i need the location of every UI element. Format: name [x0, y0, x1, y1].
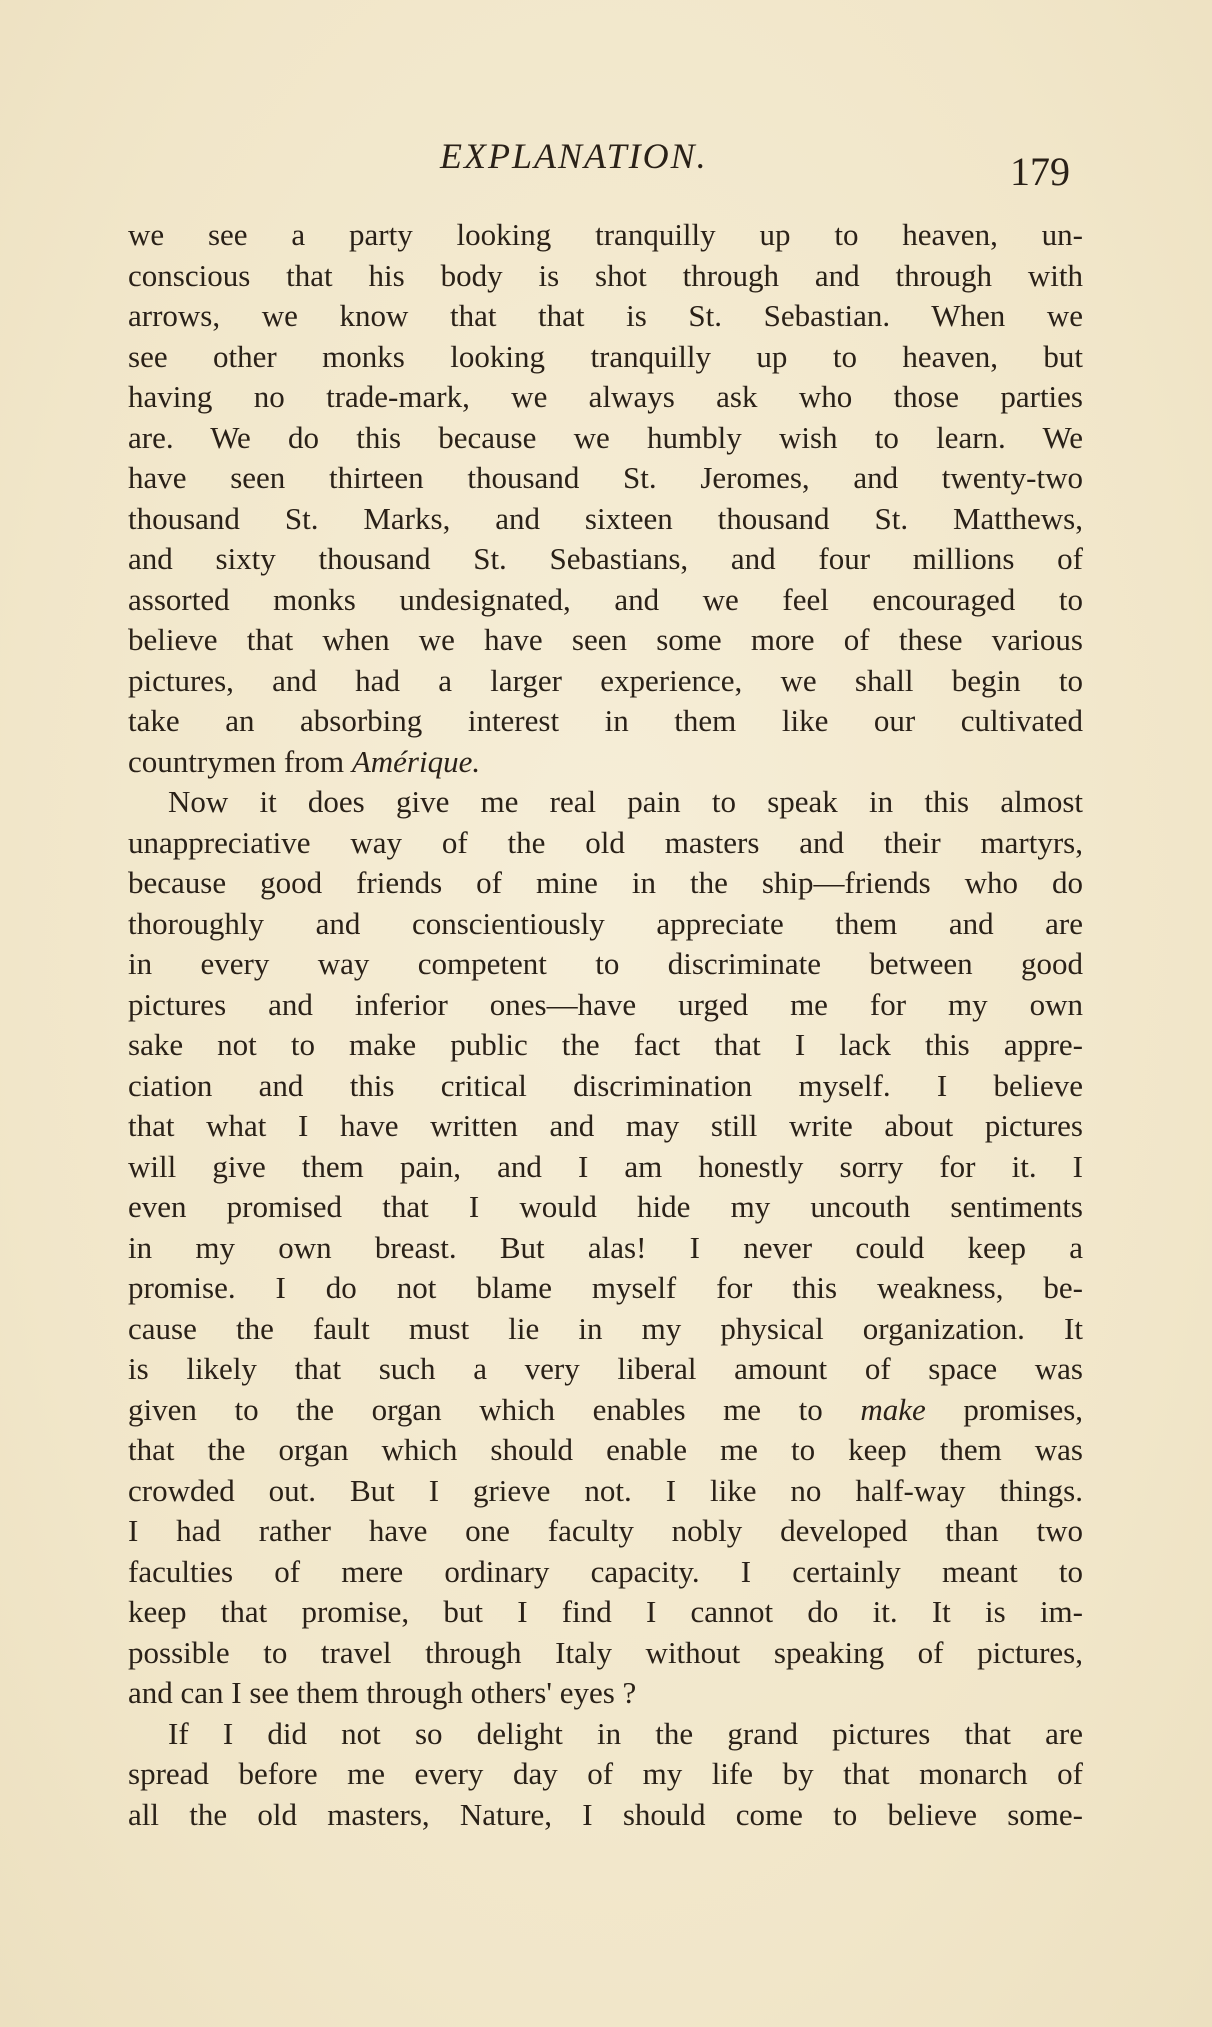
- text-line: [128, 256, 1083, 297]
- text-line: [128, 1633, 1083, 1674]
- text-line-main: Now it does give me real pain to speak in this almost: [168, 784, 1083, 819]
- text-line: [128, 1592, 1083, 1633]
- text-line-main: in every way competent to discriminate between good: [128, 946, 1083, 981]
- text-line-main: and sixty thousand St. Sebastians, and four millions of: [128, 541, 1083, 576]
- text-line-main: sake not to make public the fact that I lack this appre-: [128, 1027, 1083, 1062]
- body-text: [128, 215, 1083, 1835]
- text-line: [128, 580, 1083, 621]
- text-line: [128, 1754, 1083, 1795]
- text-line-main: pictures and inferior ones—have urged me for my own: [128, 986, 1083, 1022]
- text-line-main: I had rather have one faculty nobly developed than two: [128, 1513, 1083, 1548]
- text-line: [128, 742, 1083, 783]
- text-line: [128, 620, 1083, 661]
- text-line-main: we see a party looking tranquilly up to heaven, un-: [128, 217, 1083, 252]
- text-line: [128, 944, 1083, 985]
- text-line-main: all the old masters, Nature, I should come to believe some-: [128, 1796, 1083, 1832]
- text-line-main: assorted monks undesignated, and we feel encouraged to: [128, 581, 1083, 617]
- text-line-main: that the organ which should enable me to keep them was: [128, 1432, 1083, 1467]
- text-line-main: in my own breast. But alas! I never could keep a: [128, 1229, 1083, 1265]
- italic-word: Amérique.: [351, 743, 481, 779]
- text-line: [128, 215, 1083, 256]
- text-line-main: see other monks looking tranquilly up to heaven, but: [128, 338, 1083, 374]
- text-line-main: spread before me every day of my life by that monarch of: [128, 1756, 1083, 1791]
- text-line-tail: promises,: [925, 1391, 1084, 1427]
- text-line-main: unappreciative way of the old masters and their martyrs,: [128, 824, 1083, 860]
- text-line: [128, 296, 1083, 337]
- text-line: [128, 823, 1083, 864]
- page-number: 179: [1010, 149, 1070, 194]
- text-line: [128, 418, 1083, 459]
- text-line: [128, 1066, 1083, 1107]
- text-line-main: will give them pain, and I am honestly sorry for it. I: [128, 1148, 1083, 1184]
- text-line: [128, 1390, 1083, 1431]
- text-line-main: even promised that I would hide my uncouth sentiments: [128, 1189, 1083, 1224]
- text-line: [128, 904, 1083, 945]
- text-line-main: given to the organ which enables me to: [128, 1391, 861, 1427]
- text-line-main: take an absorbing interest in them like our cultivated: [128, 703, 1083, 738]
- text-line: [128, 1147, 1083, 1188]
- text-line: [128, 1471, 1083, 1512]
- text-line-main: conscious that his body is shot through and through with: [128, 257, 1083, 293]
- text-line-main: crowded out. But I grieve not. I like no half-way things.: [128, 1472, 1083, 1508]
- text-line-main: arrows, we know that that is St. Sebastian. When we: [128, 298, 1083, 333]
- text-line-main: cause the fault must lie in my physical organization. It: [128, 1310, 1083, 1346]
- text-line-main: are. We do this because we humbly wish to learn. We: [128, 419, 1083, 455]
- text-line: [128, 701, 1083, 742]
- text-line-main: believe that when we have seen some more of these various: [128, 622, 1083, 657]
- text-line-main: faculties of mere ordinary capacity. I certainly meant to: [128, 1553, 1083, 1589]
- text-line: [128, 1106, 1083, 1147]
- text-line: [128, 1673, 1083, 1714]
- text-line: [128, 1228, 1083, 1269]
- text-line-main: If I did not so delight in the grand pictures that are: [168, 1715, 1083, 1751]
- text-line: [128, 1309, 1083, 1350]
- text-line: [128, 1714, 1083, 1755]
- text-line: [128, 499, 1083, 540]
- running-head: EXPLANATION.: [440, 136, 708, 176]
- text-line-main: promise. I do not blame myself for this weakness, be-: [128, 1270, 1083, 1305]
- text-line-main: thoroughly and conscientiously appreciate them and are: [128, 905, 1083, 941]
- text-line-main: countrymen from: [128, 743, 352, 779]
- text-line: [128, 1430, 1083, 1471]
- text-line-main: thousand St. Marks, and sixteen thousand St. Matthews,: [128, 500, 1083, 536]
- text-line: [128, 458, 1083, 499]
- text-line-main: have seen thirteen thousand St. Jeromes, and twenty-two: [128, 460, 1083, 495]
- text-line-main: possible to travel through Italy without speaking of pictures,: [128, 1634, 1083, 1670]
- text-line-main: having no trade-mark, we always ask who those parties: [128, 379, 1083, 414]
- text-line: [128, 377, 1083, 418]
- text-line: [128, 1187, 1083, 1228]
- text-line-main: is likely that such a very liberal amount of space was: [128, 1351, 1083, 1386]
- text-line: [128, 985, 1083, 1026]
- text-line: [128, 539, 1083, 580]
- text-line-main: that what I have written and may still write about pictures: [128, 1108, 1083, 1143]
- text-line: [128, 1025, 1083, 1066]
- text-line-main: ciation and this critical discrimination myself. I believe: [128, 1067, 1083, 1103]
- text-line-main: and can I see them through others' eyes ?: [128, 1675, 637, 1710]
- text-line: [128, 1552, 1083, 1593]
- text-line: [128, 337, 1083, 378]
- text-line: [128, 1268, 1083, 1309]
- text-line: [128, 661, 1083, 702]
- text-line-main: keep that promise, but I find I cannot do it. It is im-: [128, 1594, 1083, 1629]
- text-line-main: pictures, and had a larger experience, we shall begin to: [128, 662, 1083, 698]
- text-line: [128, 1511, 1083, 1552]
- text-line-main: because good friends of mine in the ship—friends who do: [128, 865, 1083, 900]
- text-line: [128, 1795, 1083, 1836]
- text-line: [128, 782, 1083, 823]
- text-line: [128, 1349, 1083, 1390]
- text-line: [128, 863, 1083, 904]
- italic-word: make: [860, 1391, 926, 1427]
